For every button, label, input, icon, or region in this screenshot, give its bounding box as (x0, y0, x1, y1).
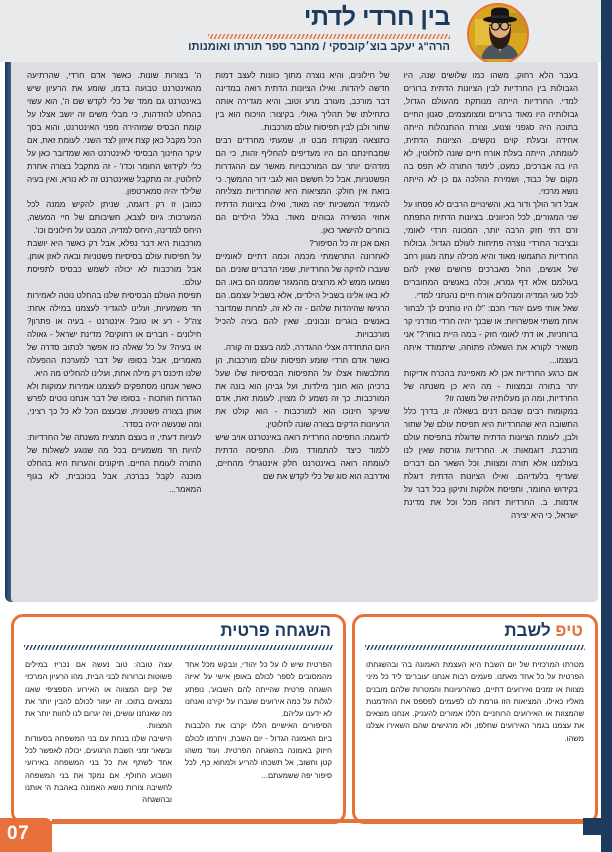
footer-rule (52, 819, 601, 823)
section-title-navy: לשבת (504, 621, 551, 640)
section-title (504, 621, 583, 641)
article-paragraph: תפיסת העולם הבסיסית שלנו בהחלט נוטה לאמירות חד משמעיות, ועלינו להגדיר לעצמנו במילה אחת: צה"ל - רע או טוב? אינטרנט - בעיה או פתרון? חילונים - חברים או רחוקים? מדינת ישראל - גאולה או בעיה? על כל שאלה כזו אפשר לכתוב סדרה של מאמרים, אבל בסופו של דבר למערכת ההפעלה שלנו תיכנס רק מילה אחת, ועלינו להחליט מה היא. (27, 290, 202, 378)
article-paragraph: מורכבות היא דבר נפלא, אבל רק כאשר היא יושבת על תפיסות עולם בסיסיות פשטניות ובאה לאזן אותן. אבל מורכבות לא יכולה לשמש כבסיס לתפיסת עולם. (27, 239, 202, 287)
title-hatched-rule (208, 34, 450, 39)
article-paragraph: היום התחדדה אצלי ההגדרה, למה בעצם זה קורה. (223, 342, 390, 352)
page-number-badge (0, 818, 52, 852)
section-columns (366, 659, 584, 813)
avatar (467, 3, 529, 65)
masthead (0, 0, 612, 62)
article-paragraph: שאל אותי פעם יהודי חכם: "לו היו נותנים לך לבחור אחת משתי אפשרויות: או שבנך יהיה חרדי מודרני קר ברוחניות, או דתי לאומי חזק - במה היית בוחר?" אני משאיר לקורא את השאלה פתוחה, שיתמודד איתה בעצמו... (403, 303, 578, 365)
article-column (404, 70, 578, 594)
section-title-navy: השגחה פרטית (220, 621, 331, 640)
section-hashgacha-pratit (11, 614, 346, 824)
portrait-photo-icon (473, 5, 527, 59)
article-columns (27, 70, 578, 594)
article-paragraph: אבל דור הולך ודור בא, והשינויים הרבים לא פסחו על שני המגזרים, לכל הכיוונים. בציונות הדתית התפתח זרם דתי חזק הרבה יותר, המכונה חרדי לאומי, ובציבור החרדי נוצרה פתיחות לעולם הגדול. גבולות החרדיות התגמשו מאוד והיא מכילה עתה מגוון רחב של אנשים, החל מאברכים פרושים שאין להם בעולמם אלא דף גמרא, וכלה באנשים המחוברים לכל סוגי המדיה ומנהלים אורח חיים נהנתני למדי. (403, 200, 578, 300)
section-column (185, 659, 332, 813)
article-paragraph: לאחרונה התרשמתי מכמה וכמה דתיים לאומיים שעברו לחיקה של החרדיות, שפני הדברים שונים. הם נשמעו ממש לא מרוצים מהמגזר שממנו הם באו. הם לא באו אלינו בשביל הילדים, אלא בשביל עצמם. הם הרגישו שהיהדות שלהם - זה לא זה, למרות שמדובר באנשים בוגרים ונבונים, שאין להם בעיה להכיל מורכבויות. (215, 252, 390, 339)
article-paragraph: במקומות רבים שבהם דנים בשאלה זו, בדרך כלל התשובה היא שהחרדיות היא תפיסת עולם של שחור ולבן, לעומת הציונות הדתית שדוגלת בתפיסת עולם מורכבת. דוגמאות: א. החרדיות גורסת שאין לנו בעולמנו אלא תורה ומצוות, וכל השאר הם דברים שעדיף בלעדיהם. ואילו הציונות הדתית דוגלת בקידוש החומר, ותפיסת אלוקות ותיקון בכל דבר על אדמות. ב. החרדיות דוחה מכל וכל את מדינת ישראל, כי היא יצירה (403, 407, 578, 520)
article-paragraph: האם אכן זה כל הסיפור? (309, 239, 390, 249)
bottom-sections (11, 614, 598, 824)
article-paragraph: לדוגמה: התפיסה החרדית רואה באינטרנט אויב שיש ללמוד כיצד להתמודד מולו. התפיסה הדתית לעומתה רואה באינטרנט חלק אינטגרלי מהחיים, ואדרבה הוא סוג של כלי לקדש את שם (215, 433, 390, 482)
section-paragraph: מטרתו המרכזית של יום השבת היא העצמת האמונה בה' ובהשגחתו הפרטית על כל אחד מאתנו. פעמים רבות אנחנו 'עוברים' ליד כל מיני מצוות או זמנים ואירועים דתיים, כשהרעיונות והמטרות שלהם מובנים מאליו כאילו. המציאות הזו גורמת לנו לפעמים לפספס את ההזדמנות שהמצוות או האירועים הרוחניים הללו אמורים להעניק. אנחנו מוצאים את עצמנו בגמר האירועים שחלפו, ולא מרגישים שהם השאירו אצלנו משהו. (366, 660, 584, 743)
article-paragraph: כתוצאה מנקודת מבט זו, שמעתי מחרדים רבים שמבחינתם הם היו מעדיפים להחליף זהות, כי הם מזדהים יותר עם המורכבויות מאשר עם ההגדרות הפשטניות, אבל כל חששם הוא לגבי דור ההמשך. כי בזאת אין חולק: המציאות היא שהחרדיות מצליחה להעמיד המשכיות יפה מאוד, ואילו בציונות הדתית אחוזי הנשירה גבוהים מאוד. בגלל הילדים הם בוחרים להישאר כאן. (215, 135, 390, 236)
right-edge-bar (601, 0, 612, 852)
section-columns (25, 659, 332, 813)
page-title: בין חרדי לדתי (303, 3, 450, 31)
section-column (25, 659, 172, 813)
article-paragraph: ה' בצורות שונות. כאשר אדם חרדי, שהרתיעה מהאינטרנט טבועה בדמו, שומע את הרעיון שיש באינטרנט גם ממד של כלי לקדש שם ה', הוא עשוי בהחלט להזדהות, כי מבלי משים זה יושב אצלו על קומת הבסיס שמזהירה מפני האינטרנט, והוא בסך הכל מקבל כאן קצת איזון לצד השני. לעומת זאת, אם עיקר החינוך הבסיסי לאינטרנט הוא שמדובר כאן על כלי לקידוש החומר וכדו' - זה מתקבל בצורה אחרת לחלוטין. זה מתקבל שאינטרנט זה לא נורא, ואין בעיה שלילד יהיה סמארטפון. (27, 71, 202, 197)
article-paragraph: כמובן זו רק דוגמה, שניתן להקיש ממנה לכל המערכות: גיוס לצבא, חשיבותם של חיי המעשה, היחס למדינה, היחס למדיה, המבט על חילונים וכו'. (27, 200, 202, 236)
section-paragraph: הסיפורים האישיים הללו יקרבו את הלבבות ביום האמונה הגדול - יום השבת, ויתרמו לכולם חיזוק באמונה בהשגחה הפרטית. ועוד משהו קטן וחשוב, אל תשכחו להריע ולמחוא כף, לכל סיפור יפה ששמעתם... (185, 721, 332, 780)
page-number: 07 (7, 823, 30, 844)
masthead-inner (24, 0, 584, 62)
section-paragraph: הפרטית שיש לו על כל יהודי, ונבקש מכל אחד מהמסובים לספר לכולם באופן אישי על 'איזה השגחה פרטית שהייתה להם השבוע', נופתע לגלות על כמה אירועים שעברו על יקירנו ואנחנו לא ידענו עליהם. (185, 660, 332, 719)
section-paragraph: הישיבה שלנו בנחת עם בני המשפחה בסעודות ובשאר זמני השבת הרגועים, יכולה לאפשר לכל אחד לשתף את כל בני המשפחה באירועי השבוע החולף. אם נמקד את בני המשפחה לחשיבה צורות נושא האמונה באהבת ה' אותנו ובהשגחה (25, 733, 172, 805)
article-paragraph: לעניות דעתי, זו בעצם תמצית משנתה של החרדיות: להיות חד משמעיים בכל מה שנוגע לשאלות של התורה לעומת החיים. תיקונים והערות היא בהחלט מוכנה לקבל בברכה, אבל בכוכבית, לא בגוף המאמר... (27, 433, 202, 494)
author-byline: הרה"ג יעקב בוצ׳קובסקי / מחבר ספר תורתו ואומנותו (188, 41, 450, 53)
article-paragraph: כאשר אדם חרדי שומע תפיסות עולם מורכבות, הן מתלבשות אצלו על התפיסות הבסיסיות שלו שעל ברכיהן הוא חונך מילדות, ועל גביהן הוא בונה את המורכבות. כך זה נשמע לו מצוין. לעומת זאת, אדם שעיקר חינוכו הוא למורכבות - הוא קולט את הרעיונות הדקים בצורה שונה לחלוטין. (215, 355, 390, 430)
article-column (27, 70, 201, 594)
section-column (366, 659, 584, 813)
main-article-panel (11, 62, 598, 602)
section-paragraph: עצה טובה: טוב נעשה אם נכריז במילים פשוטות וברורות לבני הבית, מהו הרעיון המרכזי של קיום המצווה או האירוע הספציפי שאנו נמצאים בתוכו. זה יעזור לכולם להבין יותר את מה שאנחנו עושים, וזה יגרום לנו לחוות יותר את המצוות. (25, 660, 172, 731)
section-tip-leshabbat (352, 614, 598, 824)
section-hatched-rule (365, 645, 585, 650)
footer-navy-tip (583, 818, 601, 835)
article-column (215, 70, 389, 594)
section-title-orange: טיפ (555, 621, 583, 640)
article-paragraph: כאשר אנחנו מסתפקים לעצמנו אמירות עמוקות ולא הגדרות חותכות - בסופו של דבר אנחנו נוטים לפרש אותן בצורה פשטנית, שבעצם הכל לא כל כך רציני, ומה שנעשה יהיה בסדר. (27, 381, 202, 430)
article-paragraph: בעבר הלא רחוק, משהו כמו שלושים שנה, היו הגבולות בין החרדיות לבין הציונות הדתית ברורים למדי. החרדיות הייתה מנותקת מהעולם הגדול, גבולותיה היו מאוד ברורים ומצומצמים, סגנון החיים בתוכה היה סגפני וצנוע, וצורת ההתנהלות הייתה אחידה ובעלת קוים נוקשים. הציונות הדתית, לעומתה, הייתה בעלת אורח חיים שונה לחלוטין. לא היו בה אברכים, כמעט, לימוד התורה לא תפס בה מקום של כבוד, ושמירת ההלכה גם כן לא הייתה נושא מרכזי. (403, 71, 578, 197)
article-paragraph: אם כרגע החרדיות אכן לא מאפיינת בהכרח אדיקות יתר בתורה ובמצוות - מה היא כן משנתה של החרדיות, ומה הן מעלותיה של משנה זו? (403, 368, 578, 404)
section-title (220, 621, 331, 641)
section-hatched-rule (24, 645, 333, 650)
article-paragraph: של חילונים, והיא נוצרה מתוך כוונות לעצב דמות חדשה ליהדות. ואילו הציונות הדתית רואה במדינה דבר מורכב, מעורב מרע וטוב, והיא מגדירה אותה כתחילתו של תהליך גאולי. בקיצור: הויכוח הוא בין שחור ולבן לבין תפיסות עולם מורכבות. (215, 71, 390, 132)
